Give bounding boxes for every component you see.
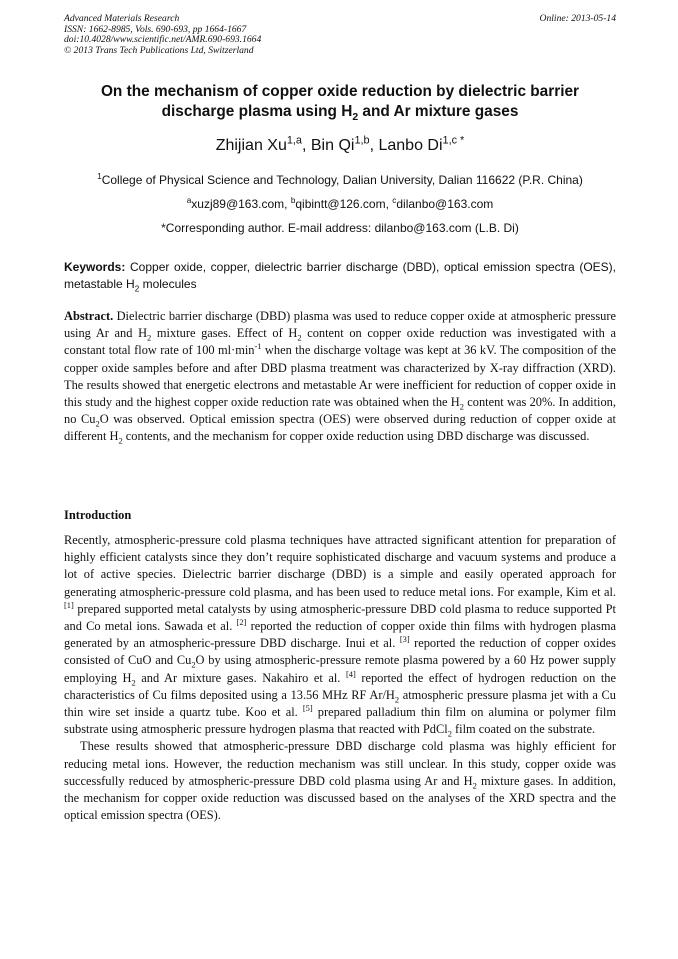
online-date: Online: 2013-05-14 — [539, 13, 616, 24]
publication-header — [64, 14, 616, 56]
paper-title — [64, 82, 616, 122]
journal-name: Advanced Materials Research — [64, 13, 180, 24]
citation-ref: [3] — [399, 634, 410, 645]
title-line-1: On the mechanism of copper oxide reduction by dielectric barrier — [100, 83, 580, 100]
title-text: and Ar mixture gases — [358, 103, 519, 120]
citation-ref: [5] — [302, 702, 313, 713]
body-text: mixture gases. In addition, the mechanism for copper oxide reduction was discussed based on the analyses of the XRD spectra and the optical emission spectra (OES). — [64, 773, 616, 823]
email-mark: a — [186, 196, 192, 205]
author-affiliation-mark: 1,c * — [442, 134, 465, 147]
body-text: atmospheric pressure plasma jet with a Cu thin wire set inside a quartz tube. Koo et al. — [64, 687, 616, 720]
subscript: 2 — [147, 332, 152, 343]
subscript: 2 — [394, 694, 400, 705]
subscript: 2 — [459, 401, 464, 412]
author-name: Lanbo Di — [378, 137, 443, 154]
author-separator: , — [369, 137, 379, 154]
subscript: 2 — [134, 284, 140, 294]
body-text: reported the reduction of copper oxide thin films with hydrogen plasma generated by an atmospheric-pressure DBD discharge. Inui et al. — [64, 619, 617, 651]
body-text: and Ar mixture gases. Nakahiro et al. — [135, 670, 346, 685]
subscript: 2 — [447, 728, 452, 739]
keywords-text: Copper oxide, copper, dielectric barrier discharge (DBD), optical emission spectra (OES), metastable H — [64, 260, 616, 291]
abstract-text: content on copper oxide reduction was investigated with a constant total flow rate of 100 ml·min — [64, 326, 616, 358]
body-text: prepared supported metal catalysts by using atmospheric-pressure DBD cold plasma to reduce supported Pt and Co metal ions. Sawada et al. — [64, 601, 616, 634]
body-text: Recently, atmospheric-pressure cold plasma techniques have attracted significant attention for preparation of highly efficient catalysts since they don’t require sophisticated discharge and vacuum systems and produce a lot of active species. Dielectric barrier discharge (DBD) is a simple and easily operated approach for generating atmospheric-pressure cold plasma, and has been used to reduce metal ions. For example, Kim et al. — [64, 533, 616, 599]
citation-ref: [1] — [64, 599, 74, 610]
author-name: Zhijian Xu — [215, 137, 287, 154]
abstract-block — [64, 308, 616, 446]
abstract-text: mixture gases. Effect of H — [151, 326, 298, 341]
abstract-text: O was observed. Optical emission spectra (OES) were observed during reduction of copper oxide at different H — [64, 412, 616, 444]
subscript: 2 — [95, 418, 100, 429]
affiliation — [64, 172, 616, 188]
author-separator: , — [301, 137, 311, 154]
email-mark: c — [392, 196, 397, 205]
abstract-text: Dielectric barrier discharge (DBD) plasma was used to reduce copper oxide at atmospheric pressure using Ar and H — [64, 309, 616, 341]
paragraph — [64, 738, 616, 824]
body-text: prepared palladium thin film on alumina or polymer film substrate using atmospheric pressure hydrogen plasma that reacted with PdCl — [64, 705, 616, 737]
email-address: xuzj89@163.com, — [191, 197, 291, 211]
citation-ref: [4] — [345, 668, 356, 679]
author-emails — [64, 196, 616, 212]
corresponding-author: *Corresponding author. E-mail address: dilanbo@163.com (L.B. Di) — [161, 221, 519, 235]
title-text: discharge plasma using H — [161, 103, 353, 120]
subscript: 2 — [118, 435, 123, 446]
author-list — [64, 136, 616, 156]
keywords-text: molecules — [139, 277, 197, 291]
citation-ref: [2] — [236, 616, 247, 627]
author-affiliation-mark: 1,b — [354, 134, 370, 147]
body-text: reported the effect of hydrogen reduction on the characteristics of Cu films deposited using a 13.56 MHz RF Ar/H — [64, 670, 616, 702]
paragraph — [64, 532, 616, 738]
section-heading-introduction: Introduction — [64, 508, 132, 522]
body-text: These results showed that atmospheric-pressure DBD discharge cold plasma was highly efficient for reducing metal ions. However, the reduction mechanism was still unclear. In this study, copper oxide was successfully reduced by atmospheric-pressure DBD cold plasma using Ar and H — [64, 739, 616, 788]
body-text: reported the reduction of copper oxides consisted of CuO and Cu — [64, 636, 616, 668]
email-address: qibintt@126.com, — [295, 197, 393, 211]
email-address: dilanbo@163.com — [396, 197, 494, 211]
author-name: Bin Qi — [310, 137, 355, 154]
abstract-text: contents, and the mechanism for copper oxide reduction using DBD discharge was discussed. — [122, 429, 590, 444]
affiliation-mark: 1 — [97, 172, 102, 181]
author-affiliation-mark: 1,a — [286, 134, 302, 147]
doi-line: doi:10.4028/www.scientific.net/AMR.690-693.1664 — [64, 34, 262, 46]
affiliation-text: College of Physical Science and Technology, Dalian University, Dalian 116622 (P.R. China) — [101, 173, 583, 187]
copyright-line: © 2013 Trans Tech Publications Ltd, Switzerland — [64, 44, 254, 56]
title-line-2 — [64, 102, 616, 122]
keywords-block — [64, 259, 616, 293]
abstract-text: when the discharge voltage was kept at 36 kV. The composition of the copper oxide samples before and after DBD plasma treatment was characterized by X-ray diffraction (XRD). The results showed that energetic electrons and metastable Ar were inefficient for reduction of copper oxide in this study and the highest copper oxide reduction rate was obtained when the H — [64, 343, 616, 410]
email-mark: b — [290, 196, 296, 205]
body-text: film coated on the substrate. — [451, 722, 596, 737]
issn-line: ISSN: 1662-8985, Vols. 690-693, pp 1664-1667 — [64, 23, 247, 35]
subscript: 2 — [352, 112, 359, 124]
subscript: 2 — [131, 677, 136, 688]
keywords-label: Keywords: — [64, 260, 126, 274]
introduction-body — [64, 532, 616, 824]
abstract-label: Abstract. — [64, 309, 114, 323]
abstract-text: content was 20%. In addition, no Cu — [64, 395, 616, 427]
subscript: 2 — [191, 659, 196, 670]
subscript: 2 — [297, 332, 302, 343]
body-text: O by using atmospheric-pressure remote plasma powered by a 60 Hz power supply employing H — [64, 653, 616, 685]
superscript: -1 — [254, 341, 262, 352]
subscript: 2 — [472, 780, 477, 791]
